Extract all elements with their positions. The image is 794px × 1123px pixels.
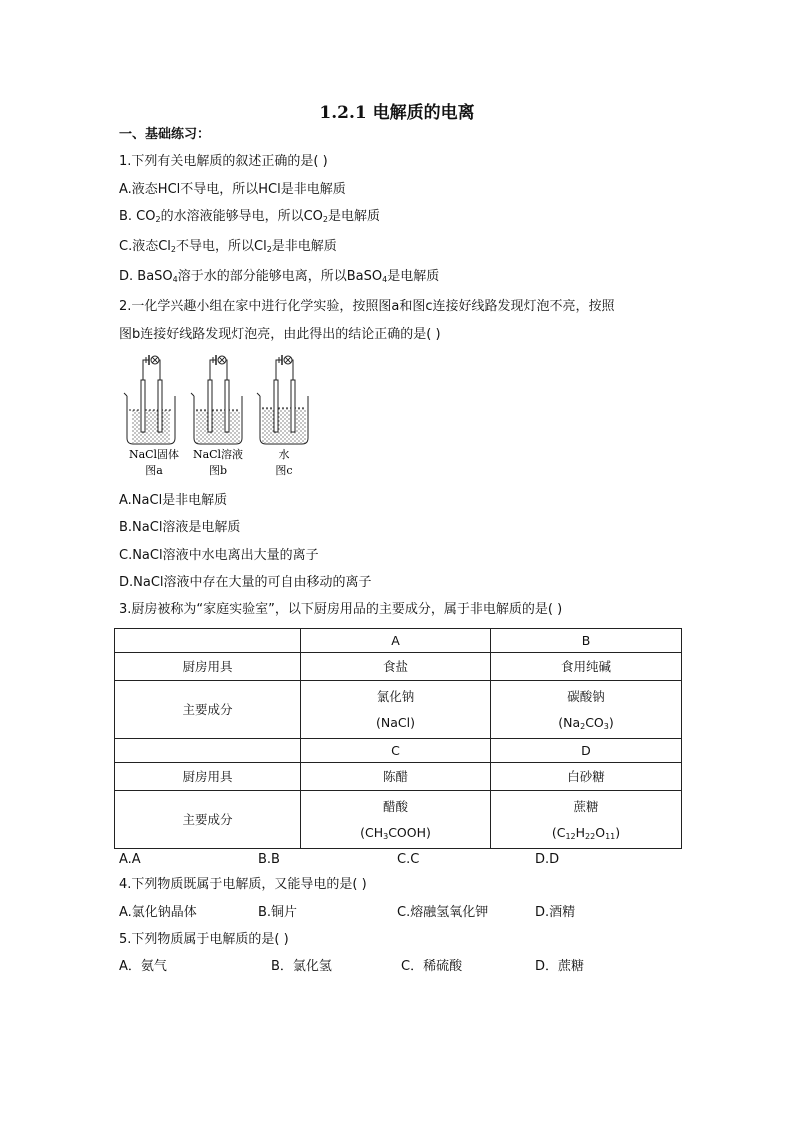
table-cell: 陈醋 xyxy=(301,763,491,791)
table-row xyxy=(115,629,682,653)
q5-option-a: A．氨气 xyxy=(119,959,167,974)
table-cell: 食用纯碱 xyxy=(491,653,682,681)
fig-a-label: 图a xyxy=(145,464,163,477)
page-title: 1.2.1 电解质的电离 xyxy=(319,103,475,123)
fig-c-label: 图c xyxy=(275,464,293,477)
q5-option-b: B．氯化氢 xyxy=(271,959,332,974)
table-header-cell: D xyxy=(491,739,682,763)
table-cell xyxy=(115,739,301,763)
q1-option-c: C.液态$Cl_2$不导电，所以$Cl_2$是非电解质 xyxy=(119,239,337,254)
q4-option-c: C.熔融氢氧化钾 xyxy=(397,905,489,920)
table-cell: 白砂糖 xyxy=(491,763,682,791)
table-row-label: 厨房用具 xyxy=(115,653,301,681)
q4-stem: 4.下列物质既属于电解质，又能导电的是( ) xyxy=(119,877,367,892)
q1-stem: 1.下列有关电解质的叙述正确的是( ) xyxy=(119,154,328,169)
table-row xyxy=(115,791,682,849)
table-row-label: 厨房用具 xyxy=(115,763,301,791)
q1-option-a: A.液态HCl不导电，所以HCl是非电解质 xyxy=(119,182,346,197)
table-row xyxy=(115,763,682,791)
beaker-c-apparatus xyxy=(257,355,308,444)
q3-option-d: D.D xyxy=(535,852,560,867)
table-cell: 食盐 xyxy=(301,653,491,681)
fig-b-substance-label: NaCl溶液 xyxy=(192,448,244,461)
section-heading: 一、基础练习： xyxy=(119,127,211,142)
q3-option-a: A.A xyxy=(119,852,141,867)
table-cell: 氯化钠 (NaCl) xyxy=(301,681,491,739)
fig-a-substance-label: NaCl固体 xyxy=(128,448,180,461)
q2-option-d: D.NaCl溶液中存在大量的可自由移动的离子 xyxy=(119,575,372,590)
q2-stem-line1: 2.一化学兴趣小组在家中进行化学实验，按照图a和图c连接好线路发现灯泡不亮，按照 xyxy=(119,299,615,314)
table-row xyxy=(115,681,682,739)
q2-option-b: B.NaCl溶液是电解质 xyxy=(119,520,241,535)
table-cell: 蔗糖 $(C_{12}H_{22}O_{11})$ xyxy=(491,791,682,849)
table-header-cell: C xyxy=(301,739,491,763)
q4-option-a: A.氯化钠晶体 xyxy=(119,905,197,920)
q3-option-b: B.B xyxy=(258,852,280,867)
table-cell: 碳酸钠 $(Na_2CO_3)$ xyxy=(491,681,682,739)
table-row-label: 主要成分 xyxy=(115,681,301,739)
beaker-a-apparatus xyxy=(124,355,175,444)
q2-option-c: C.NaCl溶液中水电离出大量的离子 xyxy=(119,548,319,563)
q4-option-d: D.酒精 xyxy=(535,905,576,920)
q4-option-b: B.铜片 xyxy=(258,905,298,920)
beaker-b-apparatus xyxy=(191,355,242,444)
fig-c-substance-label: 水 xyxy=(278,448,290,461)
table-cell: 醋酸 $(CH_3COOH)$ xyxy=(301,791,491,849)
table-header-cell: B xyxy=(491,629,682,653)
table-header-cell: A xyxy=(301,629,491,653)
table-row-label: 主要成分 xyxy=(115,791,301,849)
q5-stem: 5.下列物质属于电解质的是( ) xyxy=(119,932,289,947)
kitchen-items-table xyxy=(114,628,682,849)
q3-stem: 3.厨房被称为“家庭实验室”，以下厨房用品的主要成分，属于非电解质的是( ) xyxy=(119,602,563,617)
conductivity-experiment-figure xyxy=(122,352,322,484)
table-row xyxy=(115,739,682,763)
q1-option-b: B. $CO_2$的水溶液能够导电，所以$CO_2$是电解质 xyxy=(119,209,381,224)
q3-option-c: C.C xyxy=(397,852,420,867)
table-cell xyxy=(115,629,301,653)
q2-option-a: A.NaCl是非电解质 xyxy=(119,493,228,508)
q5-option-d: D．蔗糖 xyxy=(535,959,585,974)
fig-b-label: 图b xyxy=(208,464,228,477)
q5-option-c: C．稀硫酸 xyxy=(401,959,463,974)
table-row xyxy=(115,653,682,681)
q2-stem-line2: 图b连接好线路发现灯泡亮，由此得出的结论正确的是( ) xyxy=(119,327,441,342)
q1-option-d: D. BaSO$_4$溶于水的部分能够电离，所以BaSO$_4$是电解质 xyxy=(119,269,440,284)
